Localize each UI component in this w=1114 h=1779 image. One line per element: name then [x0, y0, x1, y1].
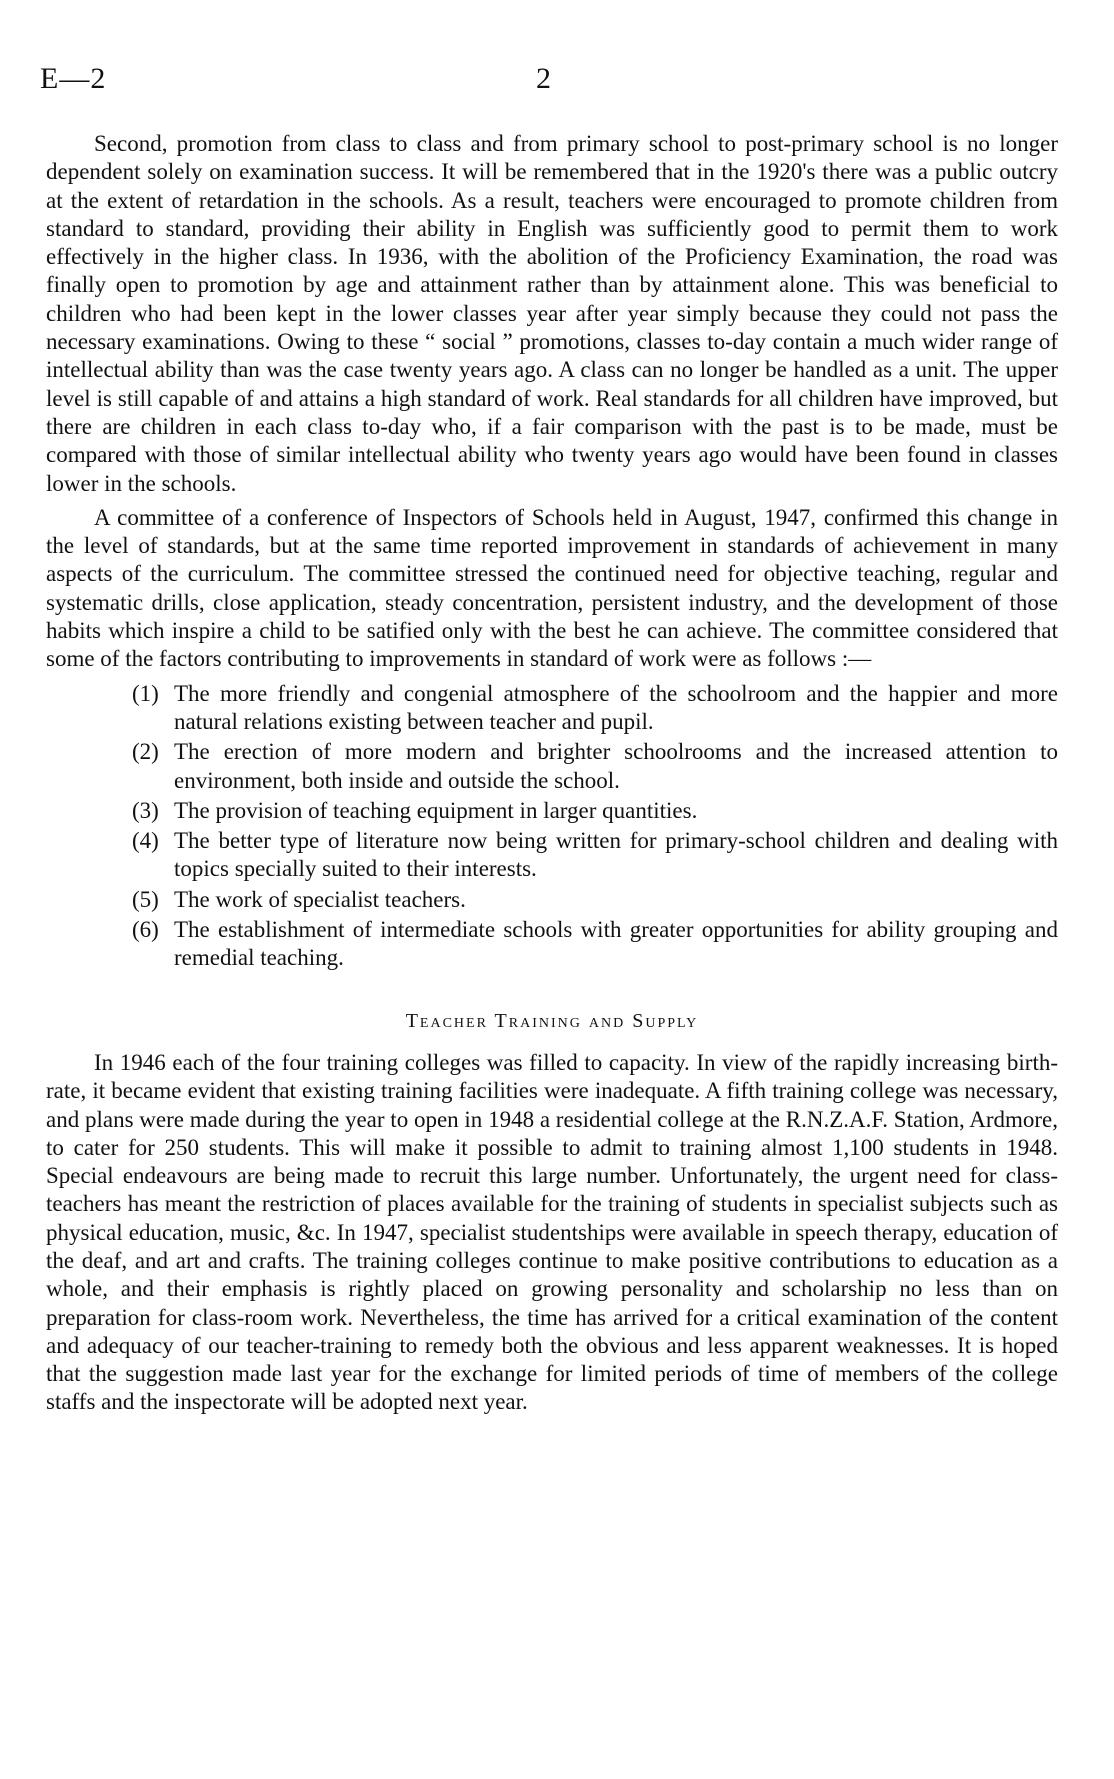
- list-item-number: (1): [132, 680, 159, 706]
- series-code: E—2: [40, 62, 107, 95]
- section-heading: Teacher Training and Supply: [405, 1009, 699, 1032]
- list-item-text: The work of specialist teachers.: [174, 886, 466, 912]
- page-number: 2: [536, 62, 551, 95]
- list-item-number: (2): [132, 739, 159, 765]
- list-item-text: The establishment of intermediate schools with greater opportunities for ability grouping and remedial teaching.: [174, 917, 1058, 971]
- body-text: [46, 130, 1058, 1423]
- list-item: [46, 738, 1058, 795]
- paragraph-committee: A committee of a conference of Inspectors of Schools held in August, 1947, confirmed this change in the level of standards, but at the same time reported improvement in standards of achievement in many aspects of the curriculum. The committee stressed the continued need for objective teaching, regular and systematic drills, close application, steady concentration, persistent industry, and the development of those habits which inspire a child to be satified only with the best he can achieve. The committee considered that some of the factors contributing to improvements in standard of work were as follows :—: [46, 504, 1058, 672]
- list-item: [46, 886, 1058, 914]
- page-header: [40, 62, 1080, 102]
- list-item-number: (3): [132, 797, 159, 823]
- list-item-text: The erection of more modern and brighter schoolrooms and the increased attention to environment, both inside and outside the school.: [174, 739, 1058, 793]
- paragraph-promotion: Second, promotion from class to class and from primary school to post-primary school is no longer dependent solely on examination success. It will be remembered that in the 1920's there was a public outcry at the extent of retardation in the schools. As a result, teachers were encouraged to promote children from standard to standard, providing their ability in English was sufficiently good to permit them to work effectively in the higher class. In 1936, with the abolition of the Proficiency Examination, the road was finally open to promotion by age and attainment rather than by attainment alone. This was beneficial to children who had been kept in the lower classes year after year simply because they could not pass the necessary examinations. Owing to these “ social ” promotions, classes to-day contain a much wider range of intellectual ability than was the case twenty years ago. A class can no longer be handled as a unit. The upper level is still capable of and attains a high standard of work. Real standards for all children have improved, but there are children in each class to-day who, if a fair comparison with the past is to be made, must be compared with those of similar intellectual ability who twenty years ago would have been found in classes lower in the schools.: [46, 131, 1058, 496]
- list-item: [46, 797, 1058, 825]
- list-item-number: (6): [132, 917, 159, 943]
- list-item-text: The better type of literature now being written for primary-school children and dealing with topics specially suited to their interests.: [174, 828, 1058, 882]
- list-item-number: (4): [132, 828, 159, 854]
- list-item: [46, 916, 1058, 973]
- list-item: [46, 680, 1058, 737]
- list-item-number: (5): [132, 886, 159, 912]
- list-item-text: The provision of teaching equipment in larger quantities.: [174, 797, 698, 823]
- list-item-text: The more friendly and congenial atmosphere of the schoolroom and the happier and more natural relations existing between teacher and pupil.: [174, 680, 1058, 734]
- factors-list: [46, 680, 1058, 973]
- paragraph-teacher-training: In 1946 each of the four training colleges was filled to capacity. In view of the rapidly increasing birth-rate, it became evident that existing training facilities were inadequate. A fifth training college was necessary, and plans were made during the year to open in 1948 a residential college at the R.N.Z.A.F. Station, Ardmore, to cater for 250 students. This will make it possible to admit to training almost 1,100 students in 1948. Special endeavours are being made to recruit this large number. Unfortunately, the urgent need for class-teachers has meant the restriction of places available for the training of students in specialist subjects such as physical education, music, &c. In 1947, specialist studentships were available in speech therapy, education of the deaf, and art and crafts. The training colleges continue to make positive contributions to education as a whole, and their emphasis is rightly placed on growing personality and scholarship no less than on preparation for class-room work. Nevertheless, the time has arrived for a critical examination of the content and adequacy of our teacher-training to remedy both the obvious and less apparent weaknesses. It is hoped that the suggestion made last year for the exchange for limited periods of time of members of the college staffs and the inspectorate will be adopted next year.: [46, 1049, 1058, 1415]
- list-item: [46, 827, 1058, 884]
